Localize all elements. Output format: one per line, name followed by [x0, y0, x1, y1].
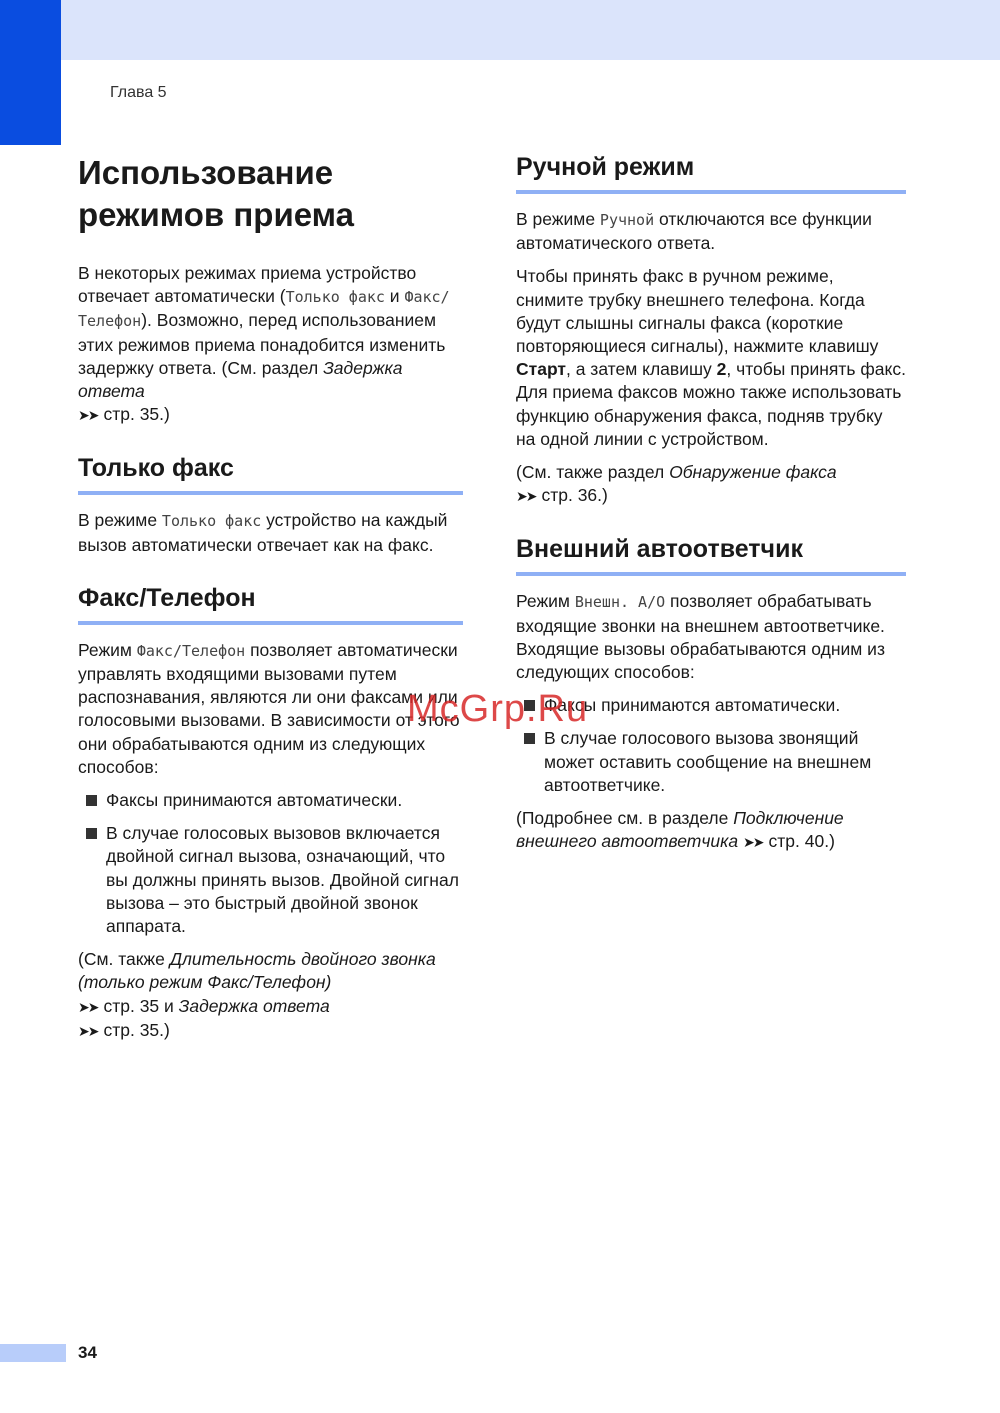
- manual-see-also: (См. также раздел Обнаружение факса ➤➤ стр. 36.): [516, 462, 837, 506]
- fax-tel-section: [78, 583, 463, 1043]
- fax-only-paragraph: В режиме Только факс устройство на каждый вызов автоматически отвечает как на факс.: [78, 510, 448, 555]
- intro-section: [78, 262, 463, 427]
- manual-heading: Ручной режим: [516, 152, 906, 194]
- header-band: [0, 0, 1000, 60]
- page-title: Использование режимов приема: [78, 154, 354, 233]
- fax-tel-paragraph: Режим Факс/Телефон позволяет автоматически управлять входящими вызовами путем распознавания, являются ли они факсами или голосовыми вызовами. В зависимости от этого они обрабатываются одним из следующих способов:: [78, 639, 460, 777]
- watermark: McGrp.Ru: [407, 688, 589, 730]
- manual-section: [516, 152, 906, 508]
- chapter-tab: [0, 0, 61, 145]
- list-item: В случае голосового вызова звонящий может оставить сообщение на внешнем автоответчике.: [516, 727, 906, 797]
- manual-paragraph-2: Чтобы принять факс в ручном режиме, снимите трубку внешнего телефона. Когда будут слышны сигналы факса (короткие повторяющиеся сигналы), нажмите клавишу Старт, а затем клавишу 2, чтобы принять факс. Для приема факсов можно также использовать функцию обнаружения факса, подняв трубку на одной линии с устройством.: [516, 266, 906, 449]
- footer-band: [0, 1344, 66, 1362]
- page-ref-arrows-icon: ➤➤: [78, 998, 98, 1015]
- list-item: Факсы принимаются автоматически.: [516, 694, 906, 717]
- fax-tel-list: [78, 789, 463, 938]
- fax-tel-heading: Факс/Телефон: [78, 583, 463, 625]
- chapter-label: Глава 5: [110, 84, 167, 101]
- tad-heading: Внешний автоответчик: [516, 534, 906, 576]
- square-bullet-icon: [524, 733, 535, 744]
- page-number: 34: [78, 1343, 97, 1362]
- fax-only-section: [78, 453, 463, 556]
- page-ref-arrows-icon: ➤➤: [516, 488, 536, 505]
- right-column: [516, 152, 906, 880]
- intro-paragraph: В некоторых режимах приема устройство отвечает автоматически (Только факс и Факс/Телефон). Возможно, перед использованием этих режимов приема понадобится изменить задержку ответа. (См. раздел Задержка ответа ➤➤ стр. 35.): [78, 263, 450, 425]
- fax-tel-see-also: (См. также Длительность двойного звонка (только режим Факс/Телефон) ➤➤ стр. 35 и Задержка ответа ➤➤ стр. 35.): [78, 949, 436, 1040]
- page-ref-arrows-icon: ➤➤: [743, 834, 763, 851]
- page-ref-arrows-icon: ➤➤: [78, 1022, 98, 1039]
- fax-only-heading: Только факс: [78, 453, 463, 495]
- page-ref-arrows-icon: ➤➤: [78, 407, 98, 424]
- tad-see-also: (Подробнее см. в разделе Подключение внешнего автоответчика ➤➤ стр. 40.): [516, 808, 844, 852]
- square-bullet-icon: [86, 795, 97, 806]
- square-bullet-icon: [86, 828, 97, 839]
- list-item: Факсы принимаются автоматически.: [78, 789, 463, 812]
- tad-paragraph: Режим Внешн. А/О позволяет обрабатывать входящие звонки на внешнем автоответчике. Входящие вызовы обрабатываются одним из следующих способов:: [516, 591, 885, 683]
- manual-paragraph-1: В режиме Ручной отключаются все функции автоматического ответа.: [516, 209, 872, 254]
- list-item: В случае голосовых вызовов включается двойной сигнал вызова, означающий, что вы должны принять вызов. Двойной сигнал вызова – это быстрый двойной звонок аппарата.: [78, 822, 463, 938]
- left-column: [78, 152, 463, 1069]
